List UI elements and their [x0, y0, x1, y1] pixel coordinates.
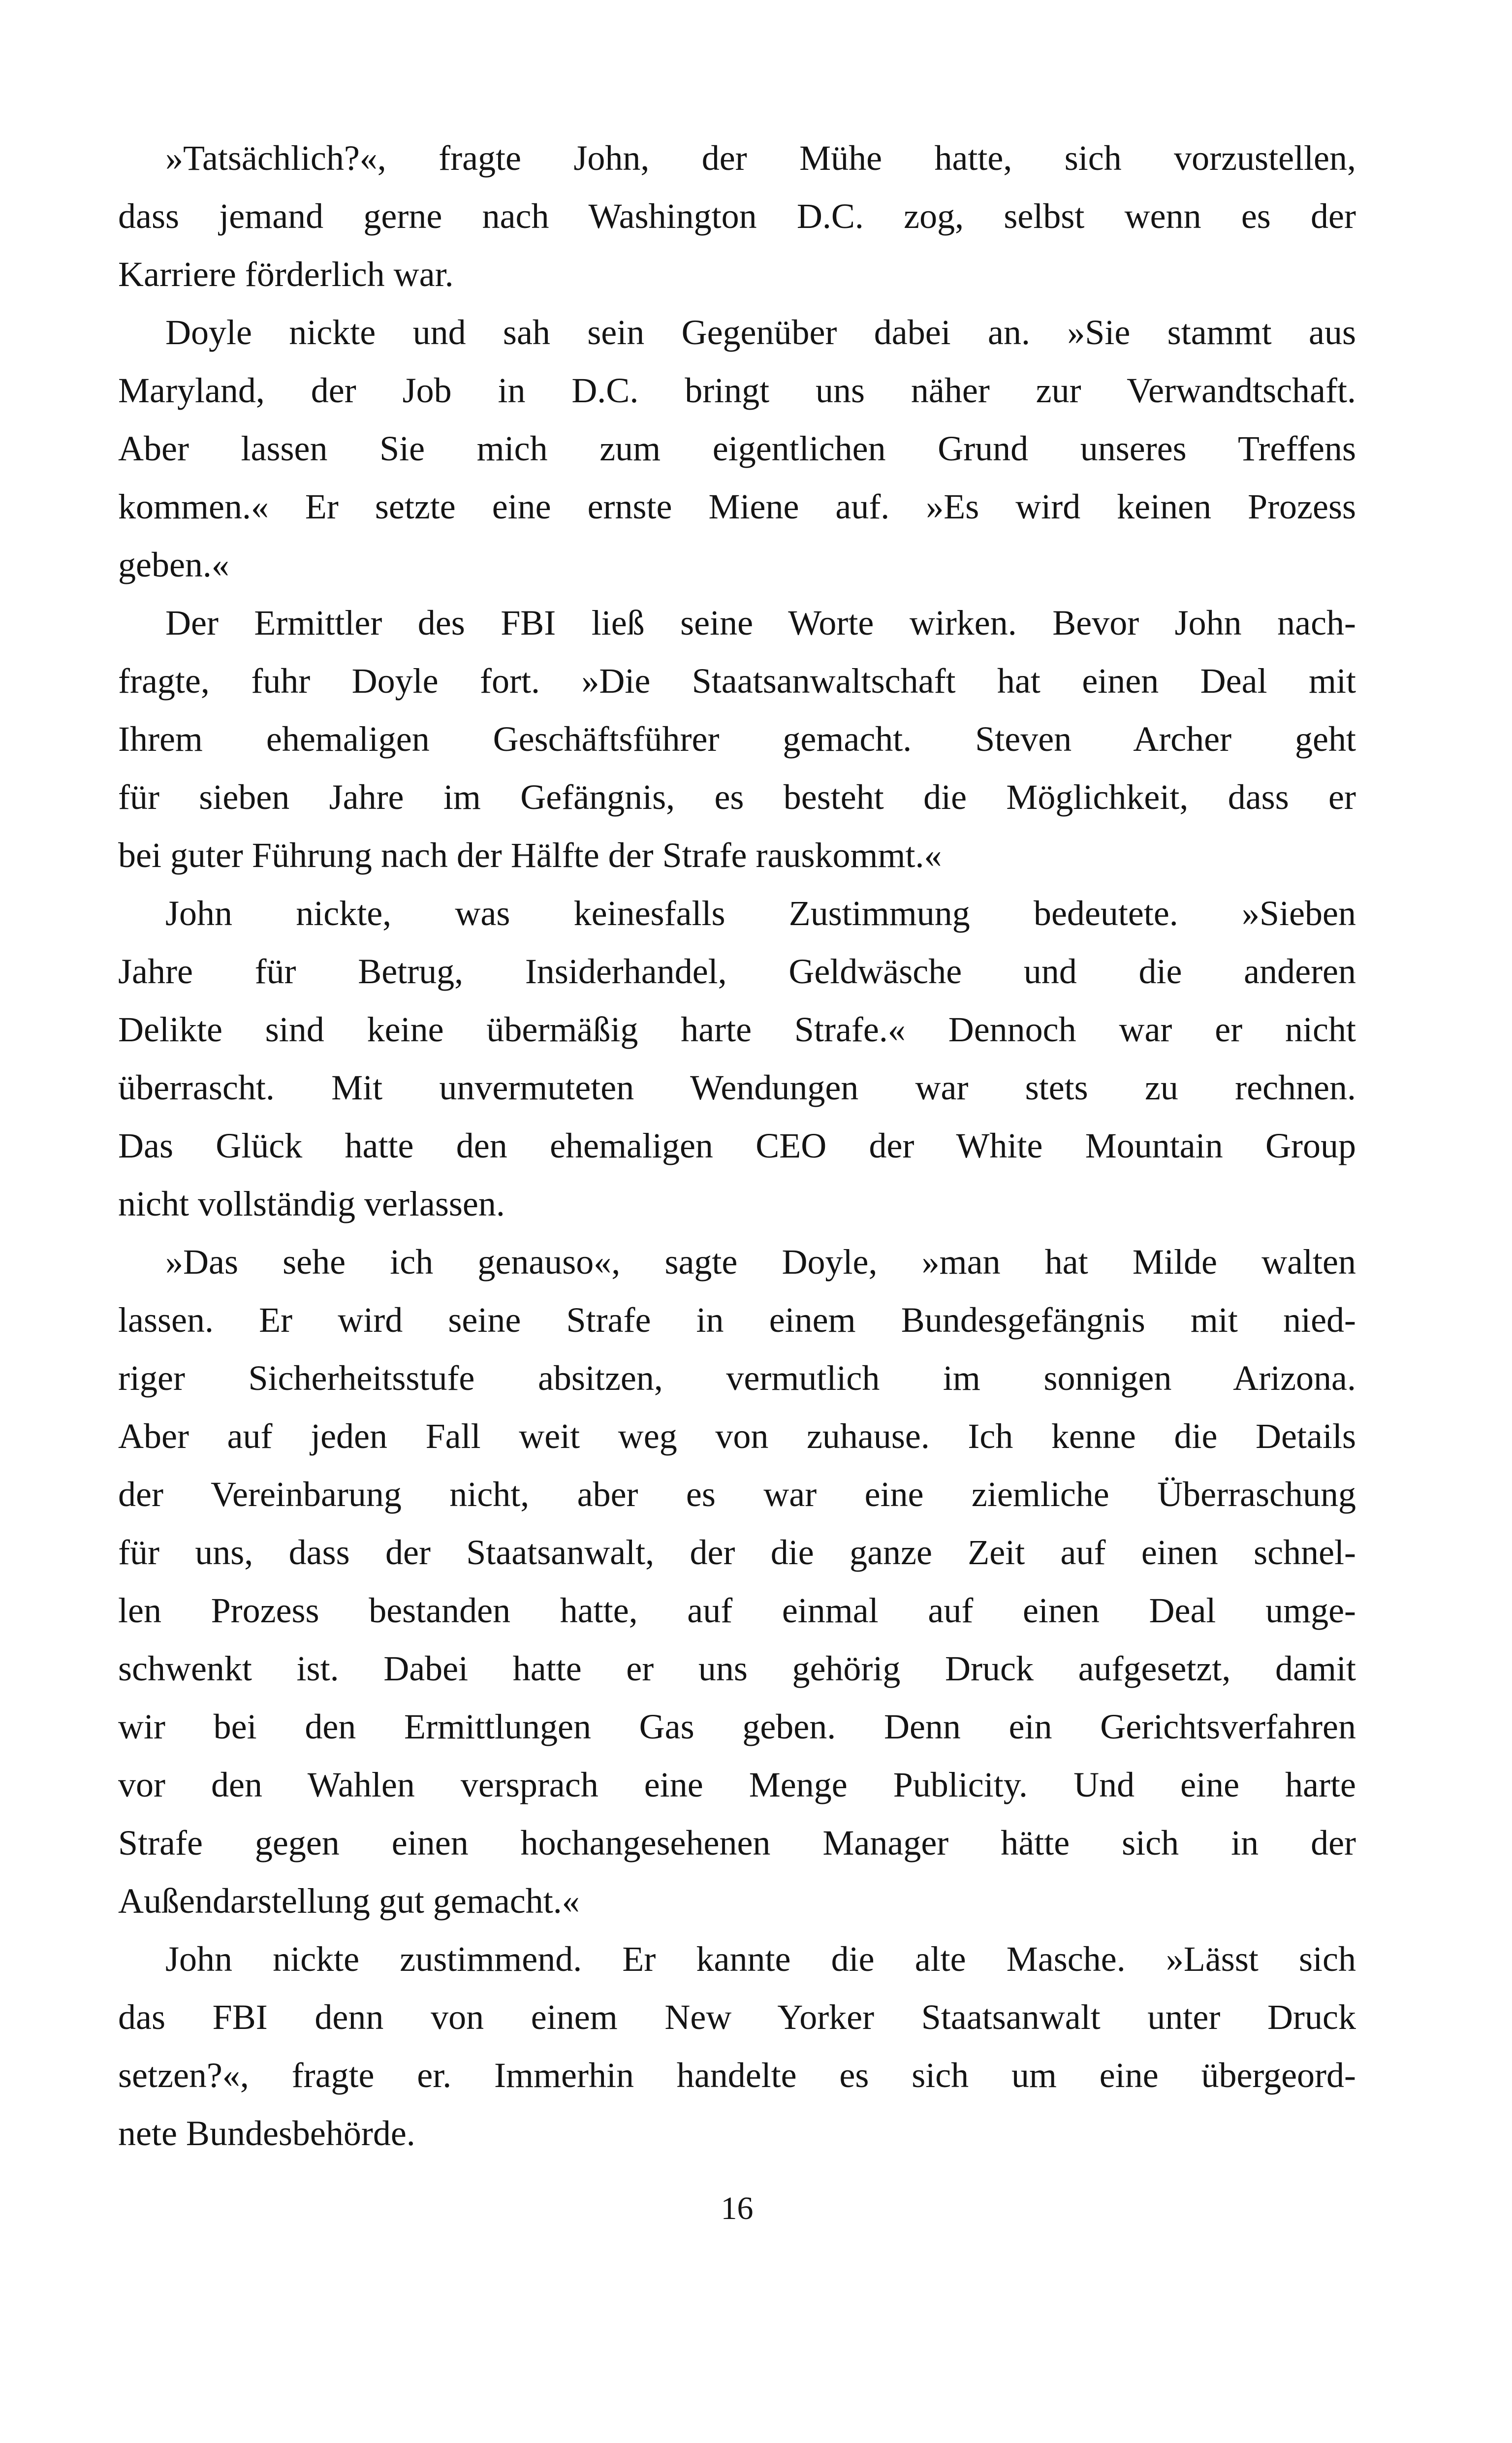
text-line: bei guter Führung nach der Hälfte der Strafe rauskommt.« — [118, 836, 942, 875]
paragraph — [118, 1930, 1356, 2162]
text-line: len Prozess bestanden hatte, auf einmal auf einen Deal umge- — [118, 1591, 1356, 1630]
paragraph — [118, 303, 1356, 594]
text-line: vor den Wahlen versprach eine Menge Publicity. Und eine harte — [118, 1765, 1356, 1804]
text-line: dass jemand gerne nach Washington D.C. zog, selbst wenn es der — [118, 196, 1356, 236]
text-line: »Tatsächlich?«, fragte John, der Mühe hatte, sich vorzustellen, — [165, 138, 1356, 178]
text-line: wir bei den Ermittlungen Gas geben. Denn ein Gerichtsverfahren — [118, 1707, 1356, 1746]
text-line: riger Sicherheitsstufe absitzen, vermutlich im sonnigen Arizona. — [118, 1358, 1356, 1398]
text-line: »Das sehe ich genauso«, sagte Doyle, »man hat Milde walten — [165, 1242, 1356, 1282]
text-line: nete Bundesbehörde. — [118, 2114, 415, 2153]
text-line: lassen. Er wird seine Strafe in einem Bundesgefängnis mit nied- — [118, 1300, 1356, 1340]
text-line: geben.« — [118, 545, 229, 584]
paragraph — [118, 129, 1356, 303]
paragraph — [118, 1233, 1356, 1930]
text-line: kommen.« Er setzte eine ernste Miene auf. »Es wird keinen Prozess — [118, 487, 1356, 526]
text-line: für sieben Jahre im Gefängnis, es besteht die Möglichkeit, dass er — [118, 777, 1356, 817]
text-line: für uns, dass der Staatsanwalt, der die ganze Zeit auf einen schnel- — [118, 1533, 1356, 1572]
text-line: Ihrem ehemaligen Geschäftsführer gemacht. Steven Archer geht — [118, 719, 1356, 759]
text-line: Karriere förderlich war. — [118, 255, 454, 294]
text-line: Maryland, der Job in D.C. bringt uns näher zur Verwandtschaft. — [118, 371, 1356, 410]
text-line: der Vereinbarung nicht, aber es war eine ziemliche Überraschung — [118, 1475, 1356, 1514]
text-line: Der Ermittler des FBI ließ seine Worte wirken. Bevor John nach- — [165, 603, 1356, 643]
paragraph — [118, 594, 1356, 884]
text-line: Doyle nickte und sah sein Gegenüber dabei an. »Sie stammt aus — [165, 313, 1356, 352]
page-number: 16 — [721, 2190, 754, 2226]
text-line: überrascht. Mit unvermuteten Wendungen war stets zu rechnen. — [118, 1068, 1356, 1107]
text-line: John nickte zustimmend. Er kannte die alte Masche. »Lässt sich — [165, 1939, 1356, 1979]
text-line: setzen?«, fragte er. Immerhin handelte es sich um eine übergeord- — [118, 2056, 1356, 2095]
text-line: John nickte, was keinesfalls Zustimmung bedeutete. »Sieben — [165, 894, 1356, 933]
paragraph — [118, 884, 1356, 1233]
page-text-block — [118, 129, 1356, 2162]
text-line: Jahre für Betrug, Insiderhandel, Geldwäsche und die anderen — [118, 952, 1356, 991]
text-line: nicht vollständig verlassen. — [118, 1184, 505, 1223]
text-line: Strafe gegen einen hochangesehenen Manager hätte sich in der — [118, 1823, 1356, 1863]
text-line: das FBI denn von einem New Yorker Staatsanwalt unter Druck — [118, 1997, 1356, 2037]
text-line: Aber lassen Sie mich zum eigentlichen Grund unseres Treffens — [118, 429, 1356, 468]
text-line: Aber auf jeden Fall weit weg von zuhause. Ich kenne die Details — [118, 1416, 1356, 1456]
text-line: Das Glück hatte den ehemaligen CEO der White Mountain Group — [118, 1126, 1356, 1165]
text-line: fragte, fuhr Doyle fort. »Die Staatsanwaltschaft hat einen Deal mit — [118, 661, 1356, 701]
text-line: schwenkt ist. Dabei hatte er uns gehörig Druck aufgesetzt, damit — [118, 1649, 1356, 1688]
text-line: Delikte sind keine übermäßig harte Strafe.« Dennoch war er nicht — [118, 1010, 1356, 1049]
text-line: Außendarstellung gut gemacht.« — [118, 1881, 580, 1921]
